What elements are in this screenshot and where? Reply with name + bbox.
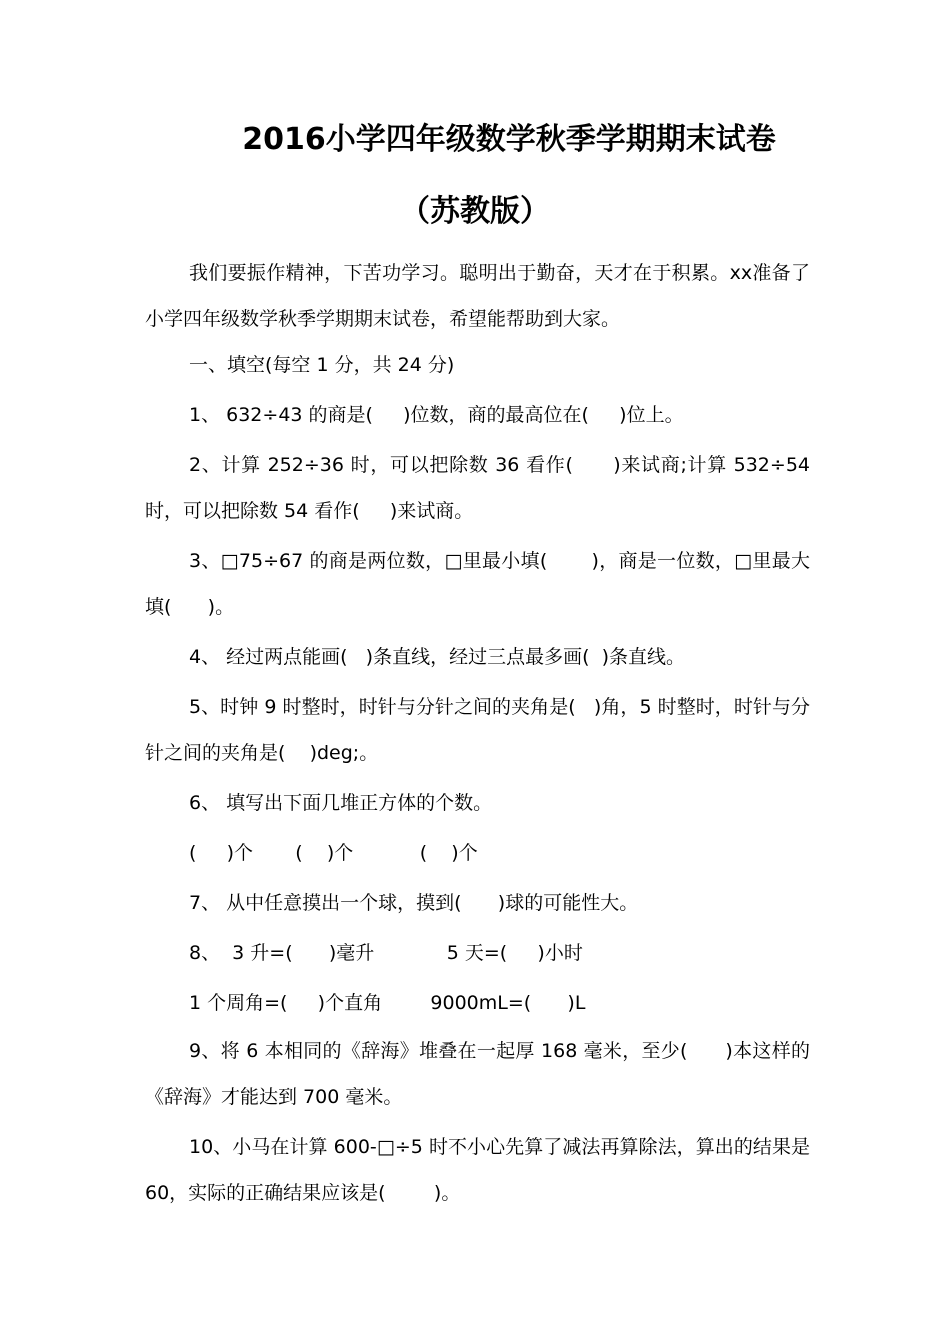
question-7: 7、 从中任意摸出一个球，摸到( )球的可能性大。 xyxy=(189,892,639,914)
question-8-line-1: 8、 3 升=( )毫升 5 天=( )小时 xyxy=(189,942,583,964)
document-subtitle: （苏教版） xyxy=(400,194,550,229)
document-title: 2016小学四年级数学秋季学期期末试卷 xyxy=(242,122,776,157)
section-heading: 一、填空(每空 1 分，共 24 分) xyxy=(189,354,455,376)
question-2: 2、计算 252÷36 时，可以把除数 36 看作( )来试商;计算 532÷54 时，可以把除数 54 看作( )来试商。 xyxy=(145,454,817,522)
question-10: 10、小马在计算 600-□÷5 时不小心先算了减法再算除法，算出的结果是 60，实际的正确结果应该是( )。 xyxy=(145,1136,817,1204)
question-8-line-2: 1 个周角=( )个直角 9000mL=( )L xyxy=(189,992,586,1014)
intro-paragraph: 我们要振作精神，下苦功学习。聪明出于勤奋，天才在于积累。xx准备了小学四年级数学秋季学期期末试卷，希望能帮助到大家。 xyxy=(145,262,810,330)
question-9: 9、将 6 本相同的《辞海》堆叠在一起厚 168 毫米，至少( )本这样的《辞海》才能达到 700 毫米。 xyxy=(145,1040,810,1108)
question-5: 5、时钟 9 时整时，时针与分针之间的夹角是( )角，5 时整时，时针与分针之间的夹角是( )deg;。 xyxy=(145,696,810,764)
question-4: 4、 经过两点能画( )条直线，经过三点最多画( )条直线。 xyxy=(189,646,685,668)
question-6: 6、 填写出下面几堆正方体的个数。 xyxy=(189,792,493,814)
question-3: 3、□75÷67 的商是两位数，□里最小填( )，商是一位数，□里最大填( )。 xyxy=(145,550,810,618)
question-6-answers: ( )个 ( )个 ( )个 xyxy=(189,842,478,864)
question-1: 1、 632÷43 的商是( )位数，商的最高位在( )位上。 xyxy=(189,404,684,426)
